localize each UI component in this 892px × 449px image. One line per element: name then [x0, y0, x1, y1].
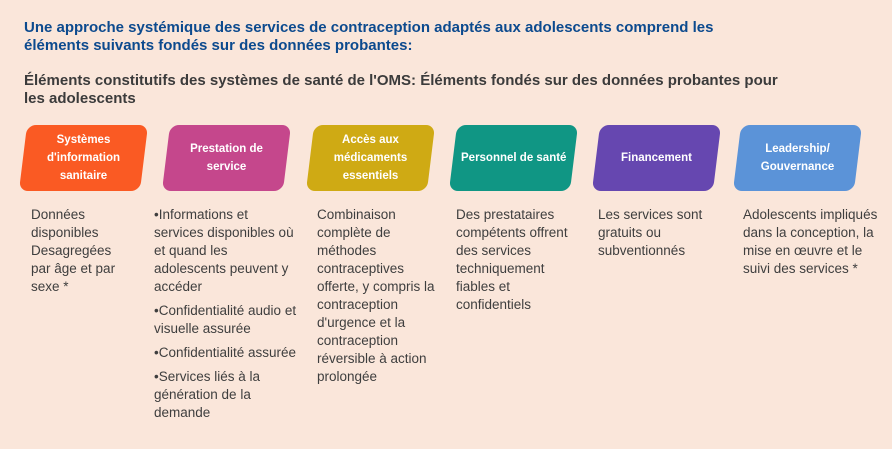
column-paragraph: Adolescents impliqués dans la conception, la mise en œuvre et le suivi des services * — [743, 207, 878, 276]
column-paragraph: Données disponibles Desagregées par âge et par sexe * — [31, 207, 116, 294]
pill-label: Prestation de service — [190, 143, 263, 173]
pill-financing — [592, 125, 721, 191]
pill-health-workforce — [449, 125, 578, 191]
column-health-workforce-text — [456, 206, 586, 320]
pill-label: Personnel de santé — [460, 152, 567, 164]
column-paragraph: Les services sont gratuits ou subventionnés — [598, 207, 703, 258]
column-paragraph: •Services liés à la génération de la demande — [154, 369, 261, 420]
column-leadership-governance-text — [743, 206, 883, 284]
column-essential-medicines-text — [317, 206, 435, 392]
column-paragraph: Des prestataires compétents offrent des services techniquement fiables et confidentiels — [456, 207, 568, 312]
column-paragraph: •Informations et services disponibles où et quand les adolescents peuvent y accéder — [154, 207, 294, 294]
pill-service-delivery — [162, 125, 291, 191]
page-title: Une approche systémique des services de contraception adaptés aux adolescents comprend les éléments suivants fondés sur des données probantes: — [24, 19, 714, 54]
pill-label: Leadership/ Gouvernance — [760, 143, 835, 173]
section-subtitle: Éléments constitutifs des systèmes de santé de l'OMS: Éléments fondés sur des données probantes pour les adolescents — [24, 72, 778, 107]
pill-health-information — [19, 125, 148, 191]
pill-essential-medicines — [306, 125, 435, 191]
column-paragraph: •Confidentialité assurée — [154, 345, 297, 360]
column-health-information-text — [31, 206, 131, 302]
pill-label: Accès aux médicaments essentiels — [333, 134, 408, 182]
pill-leadership-governance — [733, 125, 862, 191]
column-paragraph: Combinaison complète de méthodes contraceptives offerte, y compris la contraception d'urgence et la contraception réversible à action prolongée — [317, 207, 435, 384]
column-financing-text — [598, 206, 718, 266]
column-paragraph: •Confidentialité audio et visuelle assurée — [154, 303, 297, 336]
column-service-delivery-text — [154, 206, 300, 428]
pill-label: Systèmes d'information sanitaire — [46, 134, 120, 182]
pill-label: Financement — [621, 152, 692, 164]
